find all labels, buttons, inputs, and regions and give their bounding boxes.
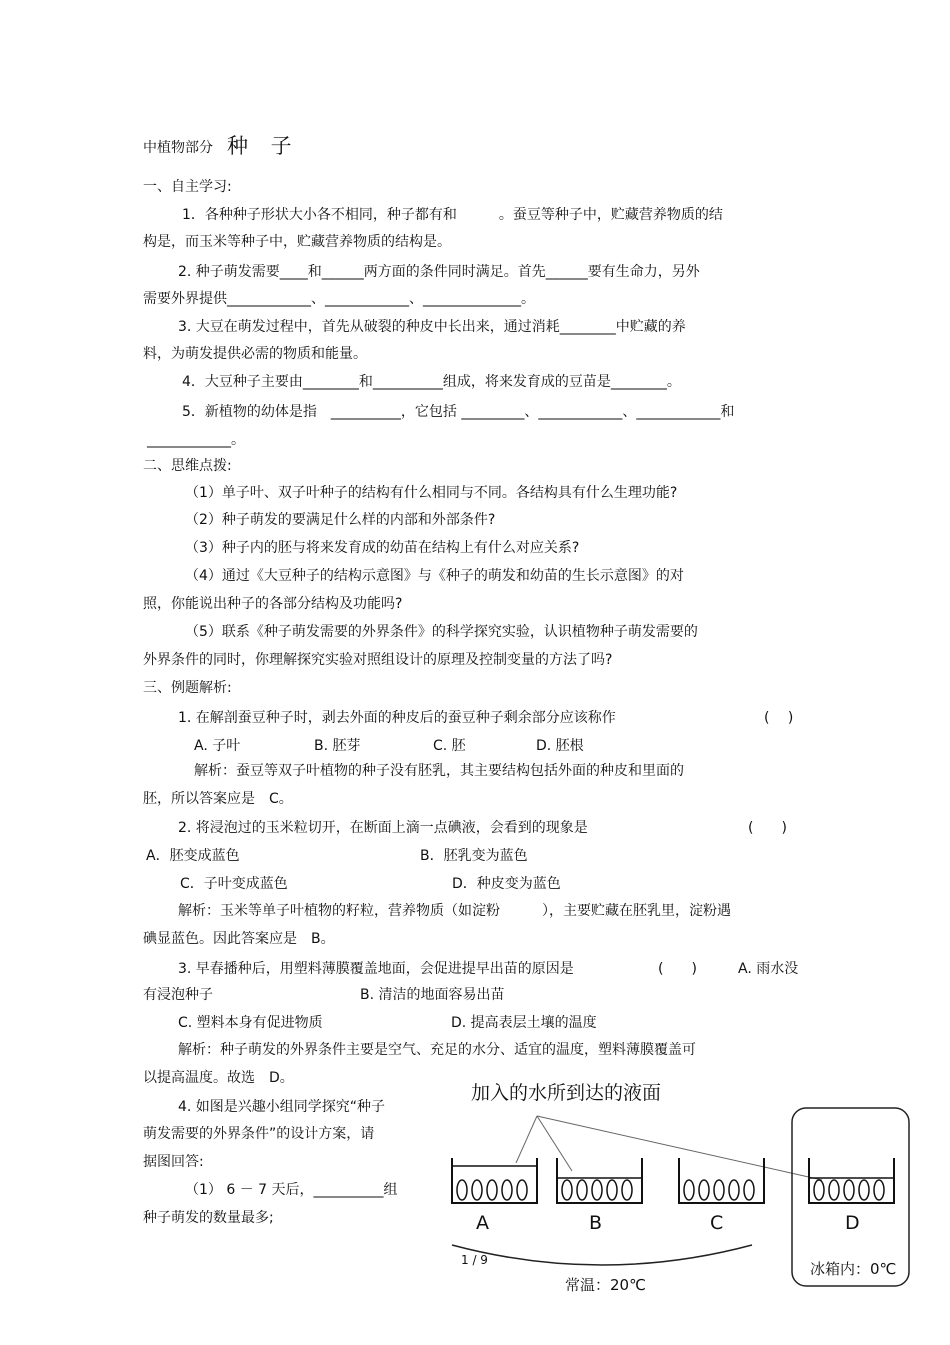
s1-line: ____________。 [147, 432, 245, 448]
q2-option-b: B．胚乳变为蓝色 [420, 848, 528, 864]
s1-line: 需要外界提供____________、____________、______________。 [143, 291, 535, 307]
q2-option-c: C．子叶变成蓝色 [180, 876, 288, 892]
beaker-a [452, 1158, 537, 1203]
section1-heading: 一、自主学习: [143, 179, 232, 195]
q1-analysis: 解析：蚕豆等双子叶植物的种子没有胚乳，其主要结构包括外面的种皮和里面的 [194, 763, 684, 779]
q2-analysis: 碘显蓝色。因此答案应是 B。 [143, 931, 335, 947]
fridge-temp-label: 冰箱内：0℃ [810, 1260, 897, 1278]
section3-heading: 三、例题解析: [143, 680, 232, 696]
s2-line: （5）联系《种子萌发需要的外界条件》的科学探究实验，认识植物种子萌发需要的 [185, 624, 698, 640]
q4-sub1: （1） 6 － 7 天后，__________组 [185, 1182, 398, 1198]
q4-line: 萌发需要的外界条件”的设计方案，请 [143, 1126, 375, 1142]
q2-bracket: ( ) [748, 820, 787, 836]
s2-line: （2）种子萌发的要满足什么样的内部和外部条件? [185, 512, 496, 528]
q4-line: 据图回答: [143, 1154, 204, 1170]
s2-line: 照，你能说出种子的各部分结构及功能吗? [143, 596, 403, 612]
q3-option-a: A. 雨水没 [738, 961, 799, 977]
q1-option-a: A. 子叶 [194, 738, 241, 754]
doc-title: 种 子 [227, 134, 300, 158]
section2-heading: 二、思维点拨: [143, 458, 232, 474]
q3-bracket: ( ) [658, 961, 697, 977]
q4-sub1: 种子萌发的数量最多; [143, 1210, 274, 1226]
s2-line: 外界条件的同时，你理解探究实验对照组设计的原理及控制变量的方法了吗? [143, 652, 613, 668]
s2-line: （3）种子内的胚与将来发育成的幼苗在结构上有什么对应关系? [185, 540, 580, 556]
q2-option-a: A．胚变成蓝色 [146, 848, 240, 864]
q3-option-b: B. 清洁的地面容易出苗 [360, 987, 505, 1003]
beaker-label-d: D [845, 1212, 860, 1234]
s1-line: 5．新植物的幼体是指 __________，它包括 _________、____________、____________和 [182, 404, 735, 420]
s1-line: 1．各种种子形状大小各不相同，种子都有和 。蚕豆等种子中，贮藏营养物质的结 [182, 207, 723, 223]
beaker-label-a: A [476, 1212, 489, 1234]
s1-line: 料，为萌发提供必需的物质和能量。 [143, 346, 367, 362]
header [143, 136, 300, 157]
q3-option-a-cont: 有浸泡种子 [143, 987, 213, 1003]
q3-analysis: 解析：种子萌发的外界条件主要是空气、充足的水分、适宜的温度，塑料薄膜覆盖可 [178, 1042, 696, 1058]
s2-line: （1）单子叶、双子叶种子的结构有什么相同与不同。各结构具有什么生理功能? [185, 485, 678, 501]
beaker-c [679, 1158, 764, 1203]
q1-bracket: ( ) [764, 710, 794, 726]
doc-subtitle: 中植物部分 [143, 140, 213, 156]
s2-line: （4）通过《大豆种子的结构示意图》与《种子的萌发和幼苗的生长示意图》的对 [185, 568, 684, 584]
q3-option-c: C. 塑料本身有促进物质 [178, 1015, 323, 1031]
beaker-b [557, 1158, 642, 1203]
beaker-label-b: B [589, 1212, 603, 1234]
beaker-d [809, 1158, 894, 1203]
q4-line: 4. 如图是兴趣小组同学探究“种子 [178, 1099, 386, 1115]
page-number: 1 / 9 [461, 1253, 488, 1267]
s1-line: 4．大豆种子主要由________和__________组成，将来发育成的豆苗是________。 [182, 374, 681, 390]
q1-analysis: 胚，所以答案应是 C。 [143, 791, 293, 807]
q3-analysis: 以提高温度。故选 D。 [143, 1070, 294, 1086]
s1-line: 2. 种子萌发需要____和______两方面的条件同时满足。首先______要有生命力，另外 [178, 264, 700, 280]
beaker-label-c: C [710, 1212, 724, 1234]
q2-analysis: 解析：玉米等单子叶植物的籽粒，营养物质（如淀粉 ），主要贮藏在胚乳里，淀粉遇 [178, 903, 731, 919]
q1-option-b: B. 胚芽 [314, 738, 361, 754]
water-level-pointers [516, 1116, 822, 1180]
s1-line: 构是，而玉米等种子中，贮藏营养物质的结构是。 [143, 234, 451, 250]
q2-option-d: D．种皮变为蓝色 [452, 876, 561, 892]
q2-stem: 2. 将浸泡过的玉米粒切开，在断面上滴一点碘液，会看到的现象是 [178, 820, 588, 836]
room-temp-arc [452, 1245, 752, 1265]
figure-title: 加入的水所到达的液面 [471, 1082, 662, 1104]
s1-line: 3. 大豆在萌发过程中，首先从破裂的种皮中长出来，通过消耗________中贮藏的养 [178, 319, 686, 335]
q3-option-d: D. 提高表层土壤的温度 [451, 1015, 597, 1031]
q3-stem: 3. 早春播种后，用塑料薄膜覆盖地面，会促进提早出苗的原因是 [178, 961, 574, 977]
q1-option-c: C. 胚 [433, 738, 466, 754]
q1-option-d: D. 胚根 [536, 738, 584, 754]
q1-stem: 1. 在解剖蚕豆种子时，剥去外面的种皮后的蚕豆种子剩余部分应该称作 [178, 710, 616, 726]
room-temp-label: 常温：20℃ [565, 1276, 646, 1294]
